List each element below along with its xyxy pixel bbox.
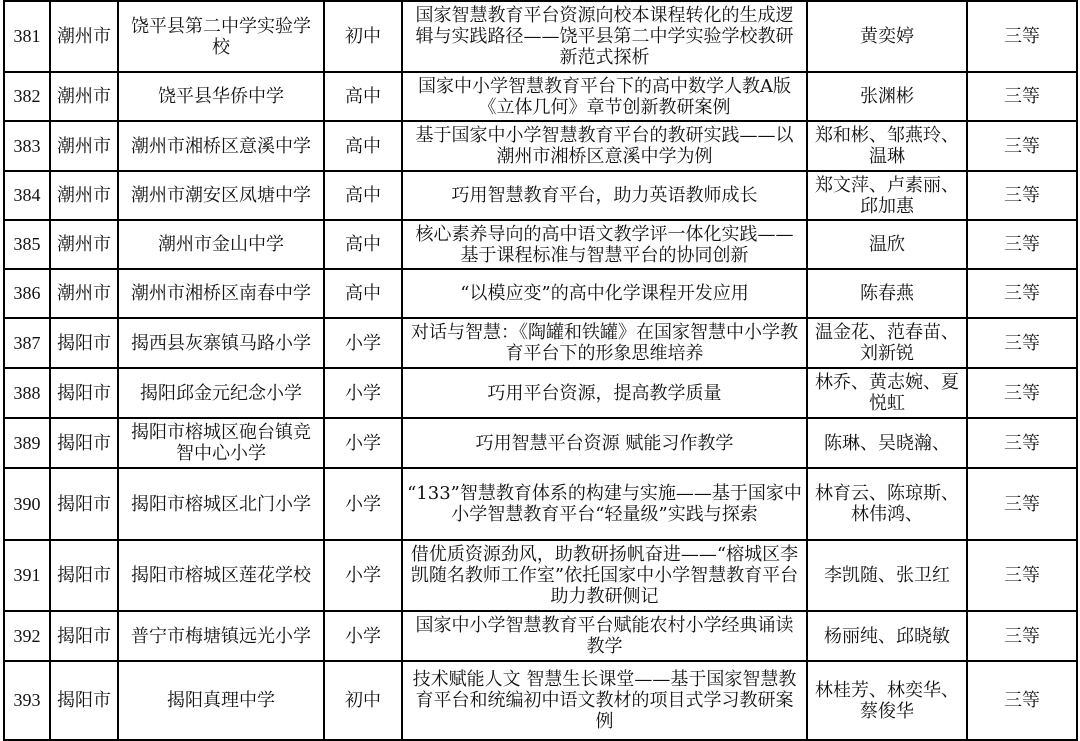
- cell-title: 技术赋能人文 智慧生长课堂——基于国家智慧教育平台和统编初中语文教材的项目式学习教研案例: [402, 661, 807, 740]
- cell-authors: 陈春燕: [807, 269, 967, 318]
- table-row: [4, 611, 1077, 661]
- cell-level: 高中: [324, 72, 402, 121]
- cell-number: 391: [4, 540, 50, 611]
- cell-authors: 温欣: [807, 220, 967, 269]
- cell-level: 高中: [324, 220, 402, 269]
- cell-school: 揭阳邱金元纪念小学: [118, 368, 324, 418]
- cell-city: 潮州市: [50, 220, 118, 269]
- cell-school: 饶平县华侨中学: [118, 72, 324, 121]
- table-row: [4, 220, 1077, 269]
- cell-number: 385: [4, 220, 50, 269]
- cell-level: 高中: [324, 269, 402, 318]
- cell-level: 小学: [324, 368, 402, 418]
- cell-number: 384: [4, 171, 50, 220]
- cell-title: 巧用智慧教育平台，助力英语教师成长: [402, 171, 807, 220]
- cell-authors: 林桂芳、林奕华、蔡俊华: [807, 661, 967, 740]
- cell-level: 小学: [324, 611, 402, 661]
- cell-title: “133”智慧教育体系的构建与实施——基于国家中小学智慧教育平台“轻量级”实践与探索: [402, 468, 807, 540]
- cell-prize: 三等: [967, 418, 1077, 468]
- cell-title: “以模应变”的高中化学课程开发应用: [402, 269, 807, 318]
- cell-prize: 三等: [967, 121, 1077, 171]
- cell-school: 普宁市梅塘镇远光小学: [118, 611, 324, 661]
- cell-city: 潮州市: [50, 171, 118, 220]
- cell-school: 潮州市湘桥区南春中学: [118, 269, 324, 318]
- cell-city: 揭阳市: [50, 540, 118, 611]
- cell-school: 饶平县第二中学实验学校: [118, 1, 324, 72]
- cell-city: 揭阳市: [50, 368, 118, 418]
- cell-city: 潮州市: [50, 1, 118, 72]
- cell-school: 揭阳市榕城区砲台镇竞智中心小学: [118, 418, 324, 468]
- cell-city: 潮州市: [50, 269, 118, 318]
- cell-school: 揭阳市榕城区北门小学: [118, 468, 324, 540]
- table-body: [4, 1, 1077, 740]
- cell-city: 揭阳市: [50, 468, 118, 540]
- cell-city: 揭阳市: [50, 661, 118, 740]
- cell-title: 巧用平台资源，提高教学质量: [402, 368, 807, 418]
- cell-school: 潮州市湘桥区意溪中学: [118, 121, 324, 171]
- cell-title: 国家中小学智慧教育平台下的高中数学人教A版《立体几何》章节创新教研案例: [402, 72, 807, 121]
- table-row: [4, 661, 1077, 740]
- cell-city: 揭阳市: [50, 318, 118, 368]
- cell-authors: 温金花、范春苗、刘新锐: [807, 318, 967, 368]
- cell-authors: 张渊彬: [807, 72, 967, 121]
- cell-prize: 三等: [967, 611, 1077, 661]
- cell-prize: 三等: [967, 661, 1077, 740]
- table-row: [4, 171, 1077, 220]
- cell-prize: 三等: [967, 318, 1077, 368]
- cell-title: 借优质资源劲风，助教研扬帆奋进——“榕城区李凯随名教师工作室”依托国家中小学智慧教育平台助力教研侧记: [402, 540, 807, 611]
- cell-number: 386: [4, 269, 50, 318]
- cell-number: 382: [4, 72, 50, 121]
- cell-prize: 三等: [967, 1, 1077, 72]
- cell-school: 潮州市金山中学: [118, 220, 324, 269]
- table-row: [4, 1, 1077, 72]
- cell-number: 392: [4, 611, 50, 661]
- cell-school: 揭阳真理中学: [118, 661, 324, 740]
- cell-school: 揭西县灰寨镇马路小学: [118, 318, 324, 368]
- cell-level: 小学: [324, 318, 402, 368]
- table-row: [4, 269, 1077, 318]
- cell-level: 小学: [324, 468, 402, 540]
- cell-prize: 三等: [967, 269, 1077, 318]
- cell-level: 小学: [324, 418, 402, 468]
- cell-title: 对话与智慧：《陶罐和铁罐》在国家智慧中小学教育平台下的形象思维培养: [402, 318, 807, 368]
- table-row: [4, 468, 1077, 540]
- cell-prize: 三等: [967, 171, 1077, 220]
- table-row: [4, 72, 1077, 121]
- cell-prize: 三等: [967, 220, 1077, 269]
- cell-number: 383: [4, 121, 50, 171]
- cell-number: 393: [4, 661, 50, 740]
- cell-authors: 李凯随、张卫红: [807, 540, 967, 611]
- table-row: [4, 121, 1077, 171]
- cell-title: 核心素养导向的高中语文教学评一体化实践——基于课程标准与智慧平台的协同创新: [402, 220, 807, 269]
- cell-city: 潮州市: [50, 72, 118, 121]
- table-row: [4, 318, 1077, 368]
- cell-authors: 郑文萍、卢素丽、邱加惠: [807, 171, 967, 220]
- cell-prize: 三等: [967, 72, 1077, 121]
- cell-school: 揭阳市榕城区莲花学校: [118, 540, 324, 611]
- cell-prize: 三等: [967, 540, 1077, 611]
- cell-title: 巧用智慧平台资源 赋能习作教学: [402, 418, 807, 468]
- cell-number: 390: [4, 468, 50, 540]
- cell-prize: 三等: [967, 368, 1077, 418]
- cell-number: 389: [4, 418, 50, 468]
- cell-level: 初中: [324, 661, 402, 740]
- cell-city: 揭阳市: [50, 611, 118, 661]
- cell-number: 388: [4, 368, 50, 418]
- cell-level: 初中: [324, 1, 402, 72]
- cell-authors: 杨丽纯、邱晓敏: [807, 611, 967, 661]
- cell-authors: 林乔、黄志婉、夏悦虹: [807, 368, 967, 418]
- cell-title: 国家中小学智慧教育平台赋能农村小学经典诵读教学: [402, 611, 807, 661]
- cell-city: 潮州市: [50, 121, 118, 171]
- cell-school: 潮州市潮安区凤塘中学: [118, 171, 324, 220]
- cell-prize: 三等: [967, 468, 1077, 540]
- cell-level: 高中: [324, 171, 402, 220]
- table-row: [4, 368, 1077, 418]
- cell-level: 小学: [324, 540, 402, 611]
- cell-title: 国家智慧教育平台资源向校本课程转化的生成逻辑与实践路径——饶平县第二中学实验学校教研新范式探析: [402, 1, 807, 72]
- cell-number: 387: [4, 318, 50, 368]
- cell-authors: 林育云、陈琼斯、林伟鸿、: [807, 468, 967, 540]
- cell-authors: 黄奕婷: [807, 1, 967, 72]
- cell-title: 基于国家中小学智慧教育平台的教研实践——以潮州市湘桥区意溪中学为例: [402, 121, 807, 171]
- table-row: [4, 540, 1077, 611]
- cell-number: 381: [4, 1, 50, 72]
- cell-level: 高中: [324, 121, 402, 171]
- cell-authors: 郑和彬、邹燕玲、温琳: [807, 121, 967, 171]
- cell-authors: 陈琳、吴晓瀚、: [807, 418, 967, 468]
- cell-city: 揭阳市: [50, 418, 118, 468]
- table-row: [4, 418, 1077, 468]
- award-table: [3, 0, 1078, 741]
